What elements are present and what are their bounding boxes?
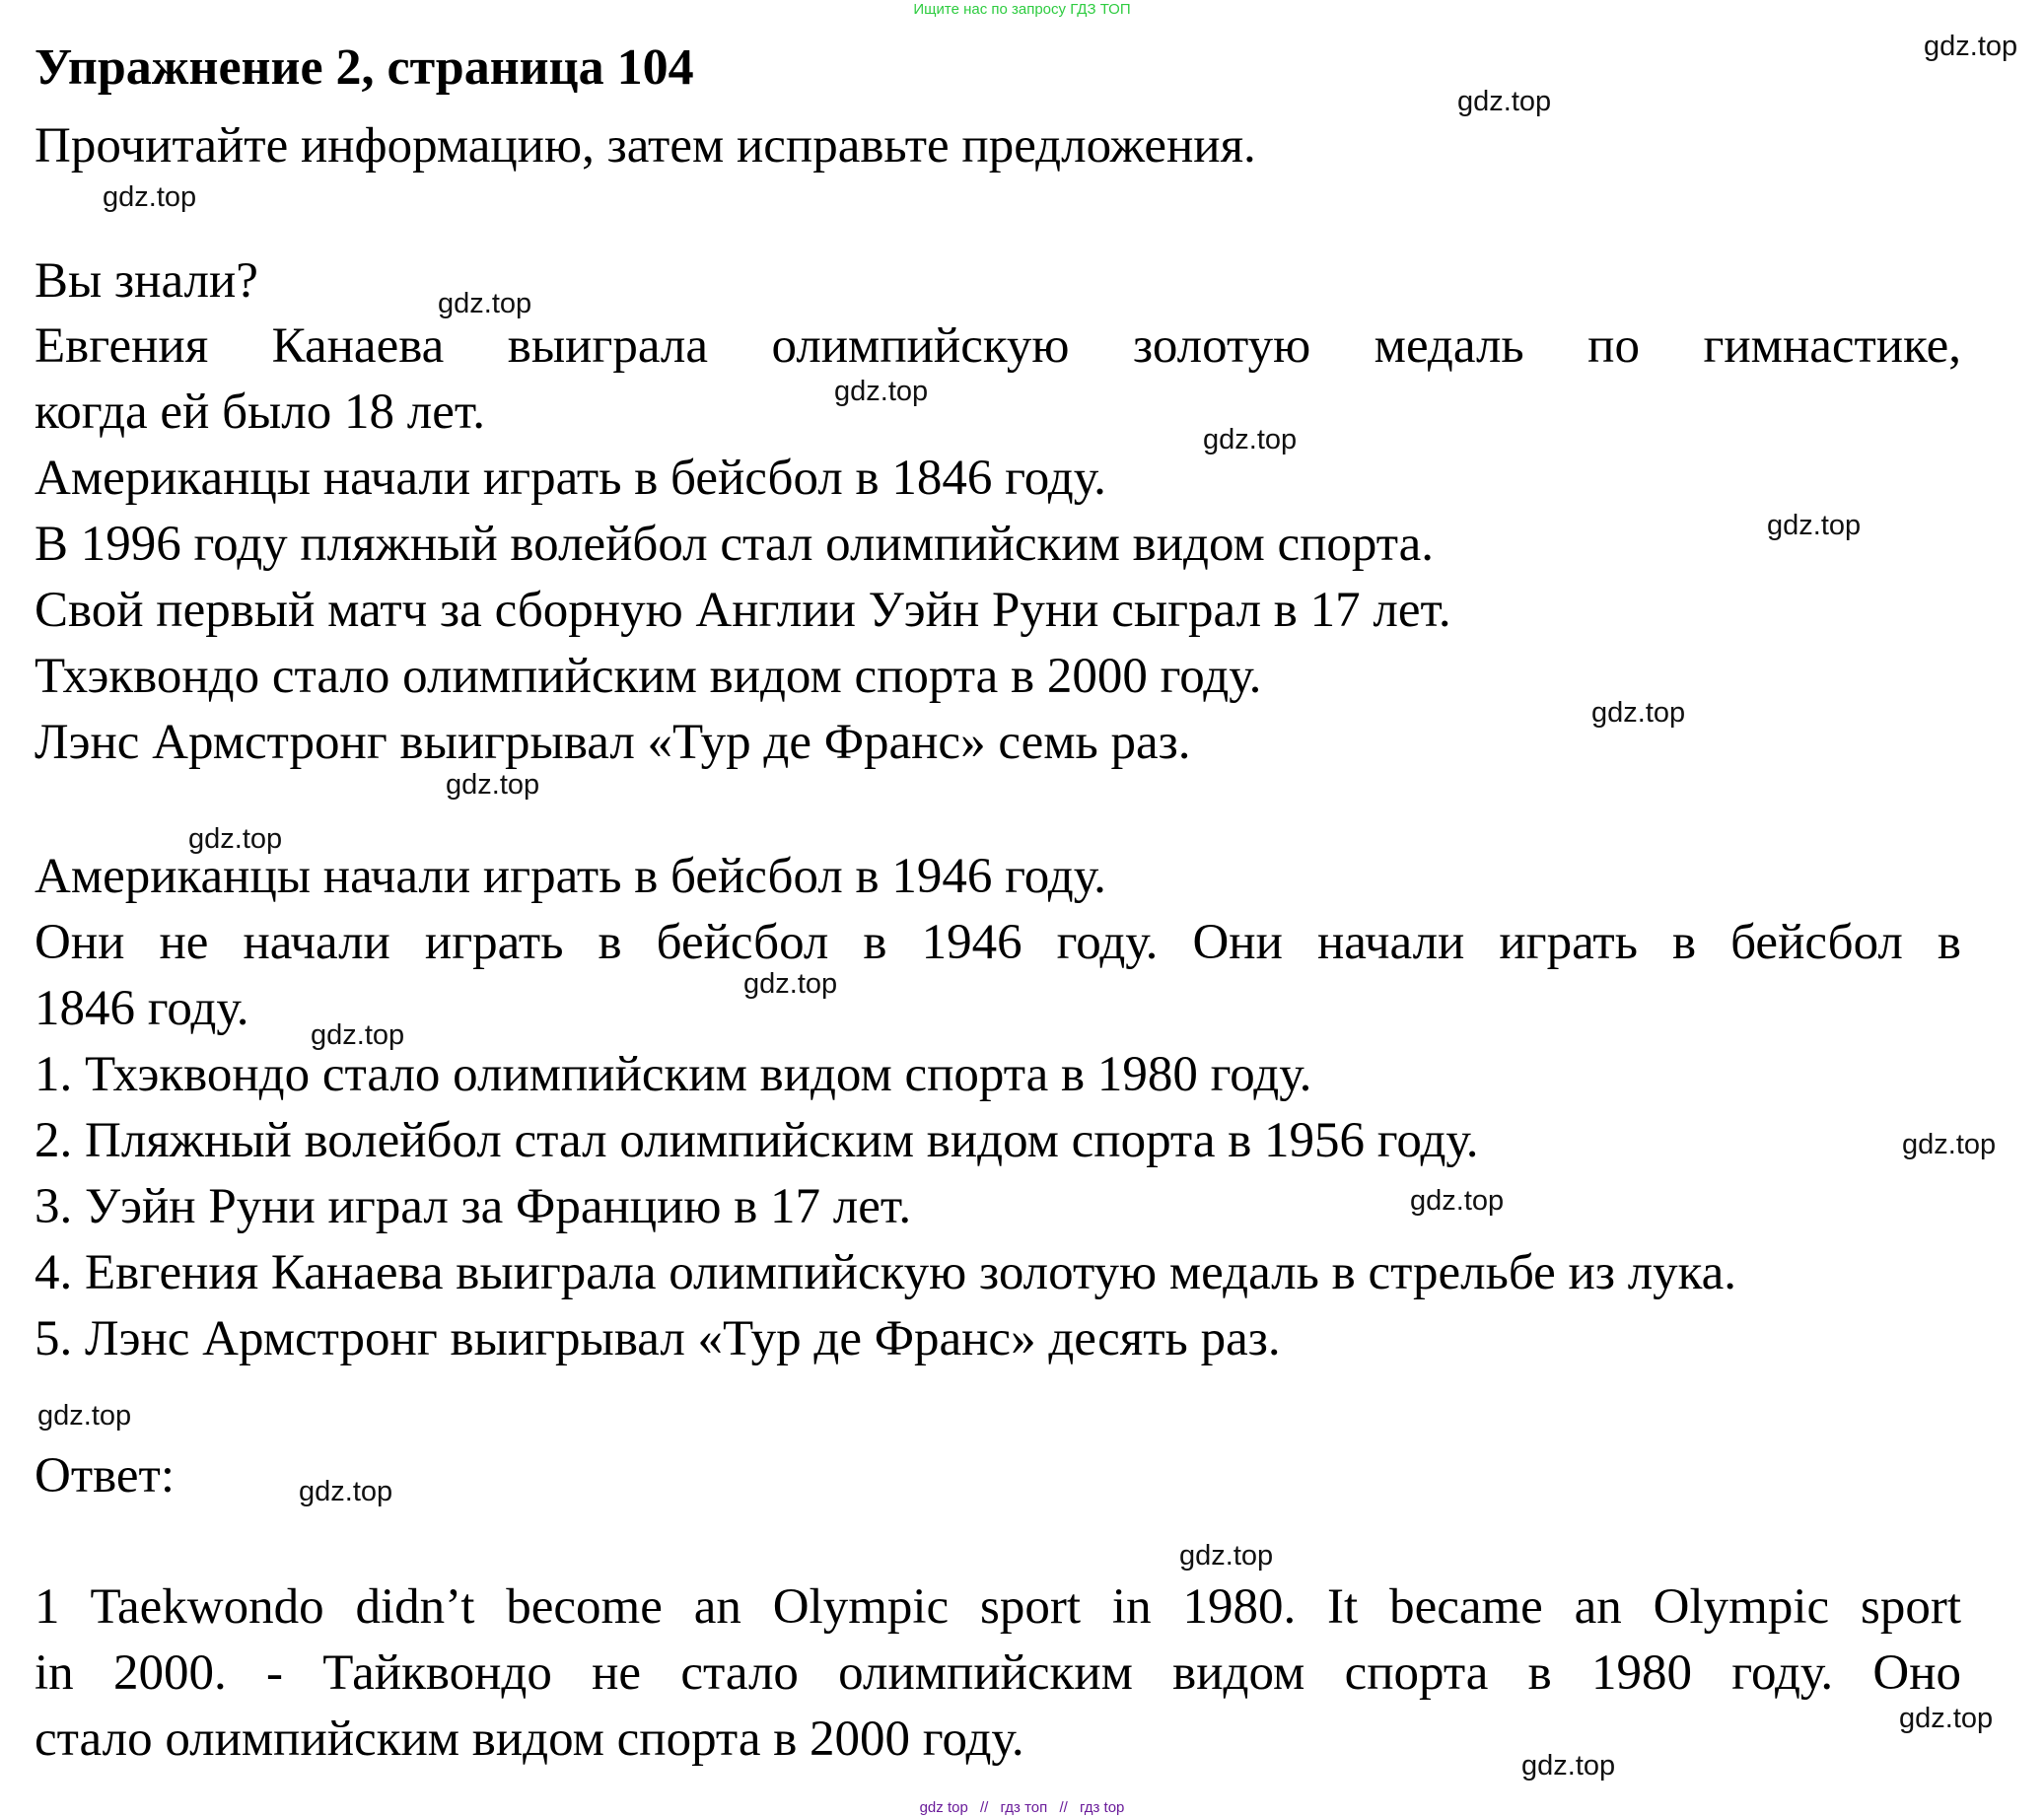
answer-text: in 2000. - Тайквондо не стало олимпийским видом спорта в 1980 году. Оно	[35, 1645, 1961, 1701]
task-item: 5. Лэнс Армстронг выигрывал «Тур де Франс» десять раз.	[35, 1311, 1281, 1366]
page-title: Упражнение 2, страница 104	[35, 39, 694, 96]
task-item: 2. Пляжный волейбол стал олимпийским видом спорта в 1956 году.	[35, 1113, 1479, 1168]
bottom-banner-item: гдз топ	[1000, 1799, 1048, 1816]
watermark: gdz.top	[438, 288, 532, 319]
answer-text: стало олимпийским видом спорта в 2000 году.	[35, 1712, 1024, 1767]
task-item: 4. Евгения Канаева выиграла олимпийскую золотую медаль в стрельбе из лука.	[35, 1245, 1737, 1300]
task-item: 3. Уэйн Руни играл за Францию в 17 лет.	[35, 1179, 912, 1234]
fact-line: Тхэквондо стало олимпийским видом спорта в 2000 году.	[35, 649, 1262, 704]
watermark: gdz.top	[1179, 1540, 1274, 1572]
example-statement: Американцы начали играть в бейсбол в 1946 году.	[35, 849, 1106, 904]
watermark: gdz.top	[311, 1019, 405, 1051]
watermark: gdz.top	[103, 181, 197, 213]
example-correction: Они не начали играть в бейсбол в 1946 году. Они начали играть в бейсбол в	[35, 915, 1961, 970]
bottom-banner-separator: //	[979, 1799, 989, 1816]
fact-line: когда ей было 18 лет.	[35, 385, 486, 440]
bottom-banner	[0, 1800, 2044, 1815]
watermark: gdz.top	[299, 1476, 393, 1507]
bottom-banner-item: gdz top	[919, 1799, 968, 1816]
watermark: gdz.top	[834, 376, 929, 407]
watermark: gdz.top	[1410, 1185, 1505, 1217]
watermark: gdz.top	[1924, 31, 2018, 62]
fact-line: Свой первый матч за сборную Англии Уэйн Руни сыграл в 17 лет.	[35, 583, 1451, 638]
instruction-text: Прочитайте информацию, затем исправьте предложения.	[35, 118, 1256, 174]
fact-line: Американцы начали играть в бейсбол в 1846 году.	[35, 451, 1106, 506]
watermark: gdz.top	[37, 1400, 132, 1432]
watermark: gdz.top	[1899, 1703, 1994, 1734]
bottom-banner-item: гдз top	[1079, 1799, 1125, 1816]
watermark: gdz.top	[1457, 86, 1552, 117]
watermark: gdz.top	[1902, 1129, 1997, 1160]
fact-line: В 1996 году пляжный волейбол стал олимпийским видом спорта.	[35, 517, 1435, 572]
watermark: gdz.top	[743, 968, 838, 1000]
bottom-banner-separator: //	[1059, 1799, 1068, 1816]
example-correction: 1846 году.	[35, 981, 249, 1036]
fact-line: Лэнс Армстронг выигрывал «Тур де Франс» семь раз.	[35, 715, 1191, 770]
watermark: gdz.top	[1767, 510, 1862, 541]
watermark: gdz.top	[1521, 1750, 1616, 1782]
did-you-know-heading: Вы знали?	[35, 253, 258, 309]
top-banner: Ищите нас по запросу ГДЗ ТОП	[913, 1, 1131, 18]
watermark: gdz.top	[1203, 424, 1298, 455]
answer-text: 1 Taekwondo didn’t become an Olympic sport in 1980. It became an Olympic sport	[35, 1579, 1961, 1635]
fact-line: Евгения Канаева выиграла олимпийскую золотую медаль по гимнастике,	[35, 318, 1961, 374]
answer-label: Ответ:	[35, 1448, 175, 1503]
watermark: gdz.top	[188, 823, 283, 855]
watermark: gdz.top	[1591, 697, 1686, 729]
task-item: 1. Тхэквондо стало олимпийским видом спорта в 1980 году.	[35, 1047, 1312, 1102]
watermark: gdz.top	[446, 769, 540, 801]
